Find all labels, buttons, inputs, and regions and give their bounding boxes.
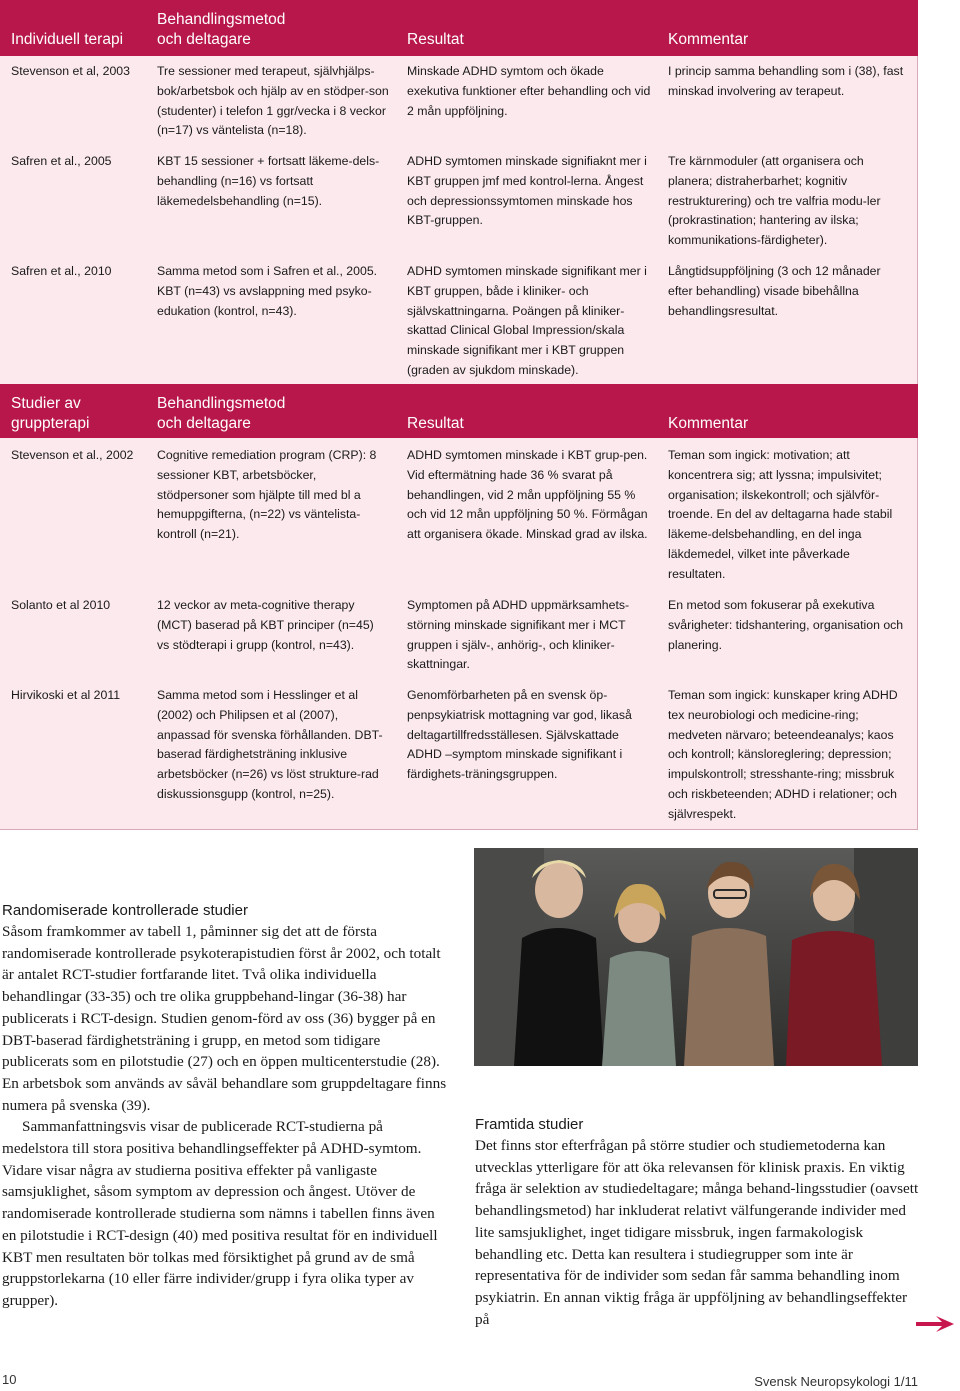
cell-method: Cognitive remediation program (CRP): 8 sessioner KBT, arbetsböcker, stödpersoner som hjälpte till med bl a hemuppgifterna, (n=22) vs väntelista-kontroll (n=21). xyxy=(157,448,377,542)
cell-comment: Teman som ingick: motivation; att koncentrera sig; att lyssna; impulsivitet; organisation; ilskekontroll; och självför-troende. En del av deltagarna hade stabil läkeme-delsbehandling, en del inga läkdemedel, vilket inte påverkade resultaten. xyxy=(668,448,893,581)
cell-comment: Långtidsuppföljning (3 och 12 månader efter behandling) visade bibehållna behandlingsresultat. xyxy=(668,264,881,318)
header-col-study-line2: gruppterapi xyxy=(11,415,90,432)
header-col-result: Resultat xyxy=(407,31,464,48)
article-right-column xyxy=(475,1114,922,1330)
cell-result: ADHD symtomen minskade i KBT grup-pen. Vid eftermätning hade 36 % svarat på behandlingen, vid 2 mån uppföljning 55 % och vid 12 mån uppföljning 50 %. Förmågan att organisera ökade. Minskad grad av ilska. xyxy=(407,448,648,542)
cell-method: Samma metod som i Hesslinger et al (2002) och Philipsen et al (2007), anpassad för svenska förhållanden. DBT-baserad färdighetsträning inklusive arbetsböcker (n=26) vs löst strukture-rad diskussionsgupp (kontrol, n=25). xyxy=(157,688,383,801)
cell-comment: En metod som fokuserar på exekutiva svårigheter: tidshantering, organisation och planering. xyxy=(668,598,904,652)
cell-study: Safren et al., 2005 xyxy=(11,154,112,168)
article-left-paragraph-1: Såsom framkommer av tabell 1, påminner sig det att de första randomiserade kontrollerade psykoterapistudien först år 2002, och totalt är antalet RCT-studier fortfarande litet. Två olika individuella behandlingar (33-35) och tre olika gruppbehand-lingar (36-38) har publicerats i RCT-design. Studien genom-förd av oss (36) bygger på en DBT-baserad färdighetsträning i grupp, en metod som tidigare publicerats som en pilotstudie (27) och en öppen multicenterstudie (28). En arbetsbok som används av såväl behandlare som gruppdeltagare finns numera på svenska (39). xyxy=(2,923,447,1114)
cell-comment: I princip samma behandling som i (38), fast minskad involvering av terapeut. xyxy=(668,64,904,98)
cell-comment: Teman som ingick: kunskaper kring ADHD tex neurobiologi och medicine-ring; medveten närvaro; beteendeanalys; kaos och kontroll; känsloreglering; depression; impulskontroll; stresshante-ring; missbruk och riskbeteenden; ADHD i relationer; och självrespekt. xyxy=(668,688,898,821)
cell-method: 12 veckor av meta-cognitive therapy (MCT) baserad på KBT principer (n=45) vs stödterapi i grupp (kontrol, n=43). xyxy=(157,598,374,652)
cell-result: Genomförbarheten på en svensk öp-penpsykiatrisk mottagning var god, likaså deltagartillfredsställesen. Självskattade ADHD –symptom minskade signifikant i färdighets-träningsgruppen. xyxy=(407,688,632,782)
cell-result: Minskade ADHD symtom och ökade exekutiva funktioner efter behandling och vid 2 mån uppföljning. xyxy=(407,64,651,118)
cell-study: Stevenson et al, 2003 xyxy=(11,64,130,78)
header-col-result: Resultat xyxy=(407,415,464,432)
article-left-column xyxy=(2,900,450,1312)
header-col-method-line1: Behandlingsmetod xyxy=(157,11,286,28)
article-left-paragraph-2: Sammanfattningsvis visar de publicerade RCT-studierna på medelstora till stora positiva behandlingseffekter på ADHD-symtom. Vidare visar några av studierna positiva effekter på vanligaste samsjuklighet, såsom symptom av depression och ångest. Utöver de randomiserade kontrollerade studierna som nämns i tabellen finns även en pilotstudie i RCT-design (40) med positiva resultat för en individuell KBT men resultaten bör tolkas med försiktighet på grund av de små gruppstorlekarna (10 eller färre individer/grupp i fyra olika typer av grupper). xyxy=(2,1118,438,1309)
cell-comment: Tre kärnmoduler (att organisera och planera; distraherbarhet; kognitiv restrukturering) och tre valfria modu-ler (prokrastination; hantering av ilska; kommunikations-färdigheter). xyxy=(668,154,881,248)
article-right-paragraph-1: Det finns stor efterfrågan på större studier och studiemetoderna kan utvecklas ytterligare för att öka relevansen för klinisk praxis. En viktig fråga är selektion av studiedeltagare; många behand-lingsstudier (oavsett behandlingsmetod) har inkluderat relativt välfungerande individer med lite samsjuklighet, inget tidigare missbruk, ingen farmakologisk behandling etc. Detta kan resultera i studiegrupper som inte är representativa för de individer som sedan får samma behandling inom psykiatrin. En annan viktig fråga är uppföljning av behandlingseffekter på xyxy=(475,1137,919,1328)
table-header-group xyxy=(0,384,918,438)
section-title-rct: Randomiserade kontrollerade studier xyxy=(2,902,248,919)
photo-illustration xyxy=(474,848,918,1066)
header-col-comment: Kommentar xyxy=(668,415,749,432)
header-col-comment: Kommentar xyxy=(668,31,749,48)
cell-study: Hirvikoski et al 2011 xyxy=(11,688,121,702)
cell-result: ADHD symtomen minskade signifikant mer i KBT gruppen, både i kliniker- och självskattningarna. Poängen på kliniker-skattad Clinical Global Impression/skala minskade signifikant mer i KBT gruppen (graden av sjukdom minskade). xyxy=(407,264,647,377)
header-col-method-line2: och deltagare xyxy=(157,31,251,48)
header-col-study: Individuell terapi xyxy=(11,31,124,48)
cell-result: Symptomen på ADHD uppmärksamhets-störning minskade signifikant mer i MCT gruppen i själv-, anhörig-, och kliniker-skattningar. xyxy=(407,598,630,672)
header-col-method-line1: Behandlingsmetod xyxy=(157,395,286,412)
header-col-method-line2: och deltagare xyxy=(157,415,251,432)
cell-method: Samma metod som i Safren et al., 2005. KBT (n=43) vs avslappning med psyko-edukation (kontrol, n=43). xyxy=(157,264,378,318)
cell-method: Tre sessioner med terapeut, självhjälps-bok/arbetsbok och hjälp av en stödper-son (studenter) i telefon 1 ggr/vecka i 8 veckor (n=17) vs väntelista (n=18). xyxy=(157,64,389,138)
section-title-future: Framtida studier xyxy=(475,1116,584,1133)
cell-study: Stevenson et al., 2002 xyxy=(11,448,134,462)
header-col-study-line1: Studier av xyxy=(11,395,81,412)
arrow-right-icon xyxy=(916,1314,956,1334)
journal-name: Svensk Neuropsykologi 1/11 xyxy=(754,1374,918,1389)
cell-method: KBT 15 sessioner + fortsatt läkeme-dels- behandling (n=16) vs fortsatt läkemedelsbehandling (n=15). xyxy=(157,154,380,208)
cell-study: Solanto et al 2010 xyxy=(11,598,111,612)
page-number: 10 xyxy=(2,1372,17,1387)
table-header-individual xyxy=(0,0,918,56)
cell-study: Safren et al., 2010 xyxy=(11,264,112,278)
cell-result: ADHD symtomen minskade signifiaknt mer i KBT gruppen jmf med kontrol-lerna. Ångest och depressionssymtomen minskade hos KBT-gruppen. xyxy=(407,154,647,228)
group-photo xyxy=(474,848,918,1066)
